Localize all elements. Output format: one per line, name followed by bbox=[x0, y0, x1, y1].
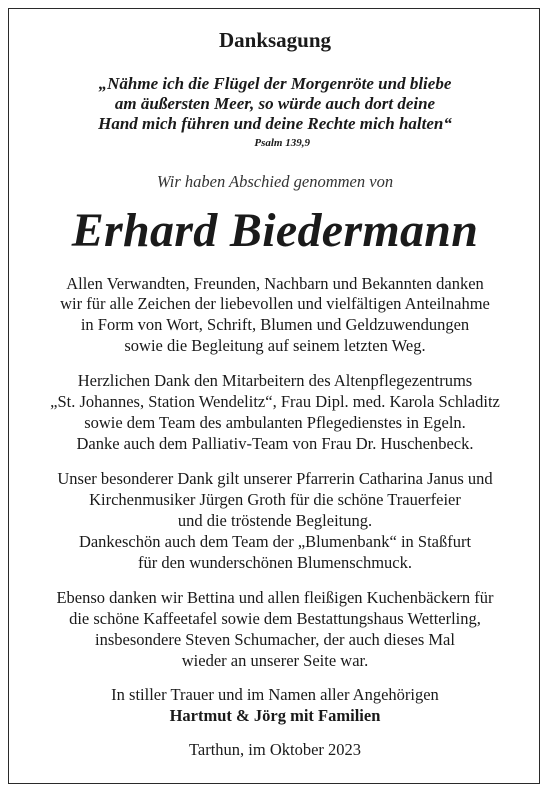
paragraph-line: Allen Verwandten, Freunden, Nachbarn und Bekannten danken bbox=[66, 274, 484, 293]
paragraph-line: sowie die Begleitung auf seinem letzten Weg. bbox=[124, 336, 426, 355]
paragraph-line: sowie dem Team des ambulanten Pflegedienstes in Egeln. bbox=[84, 413, 466, 432]
paragraph-line: wieder an unserer Seite war. bbox=[181, 651, 369, 670]
paragraph-line: Unser besonderer Dank gilt unserer Pfarrerin Catharina Janus und bbox=[57, 469, 493, 488]
paragraph-line: insbesondere Steven Schumacher, der auch dieses Mal bbox=[95, 630, 455, 649]
deceased-name: Erhard Biedermann bbox=[71, 204, 479, 257]
quote-line: Hand mich führen und deine Rechte mich halten“ bbox=[98, 114, 452, 133]
paragraph-line: und die tröstende Begleitung. bbox=[177, 511, 373, 530]
quote-reference: Psalm 139,9 bbox=[254, 137, 310, 149]
closing-line: In stiller Trauer und im Namen aller Angehörigen bbox=[111, 685, 439, 704]
paragraph-line: für den wunderschönen Blumenschmuck. bbox=[137, 553, 412, 572]
paragraph-line: die schöne Kaffeetafel sowie dem Bestattungshaus Wetterling, bbox=[69, 609, 481, 628]
place-date: Tarthun, im Oktober 2023 bbox=[188, 740, 362, 759]
paragraph-line: wir für alle Zeichen der liebevollen und vielfältigen Anteilnahme bbox=[60, 294, 490, 313]
intro-text: Wir haben Abschied genommen von bbox=[156, 172, 394, 191]
paragraph-line: in Form von Wort, Schrift, Blumen und Geldzuwendungen bbox=[80, 315, 470, 334]
paragraph-line: Kirchenmusiker Jürgen Groth für die schöne Trauerfeier bbox=[89, 490, 461, 509]
paragraph-line: Dankeschön auch dem Team der „Blumenbank“ in Staßfurt bbox=[78, 532, 472, 551]
signature: Hartmut & Jörg mit Familien bbox=[169, 706, 381, 725]
paragraph-line: „St. Johannes, Station Wendelitz“, Frau Dipl. med. Karola Schladitz bbox=[50, 392, 500, 411]
notice-heading: Danksagung bbox=[218, 28, 332, 52]
paragraph-line: Danke auch dem Palliativ-Team von Frau Dr. Huschenbeck. bbox=[76, 434, 474, 453]
quote-line: am äußersten Meer, so würde auch dort deine bbox=[114, 94, 436, 113]
paragraph-line: Herzlichen Dank den Mitarbeitern des Altenpflegezentrums bbox=[77, 371, 473, 390]
paragraph-line: Ebenso danken wir Bettina und allen fleißigen Kuchenbäckern für bbox=[56, 588, 494, 607]
quote-line: „Nähme ich die Flügel der Morgenröte und bliebe bbox=[98, 74, 452, 93]
